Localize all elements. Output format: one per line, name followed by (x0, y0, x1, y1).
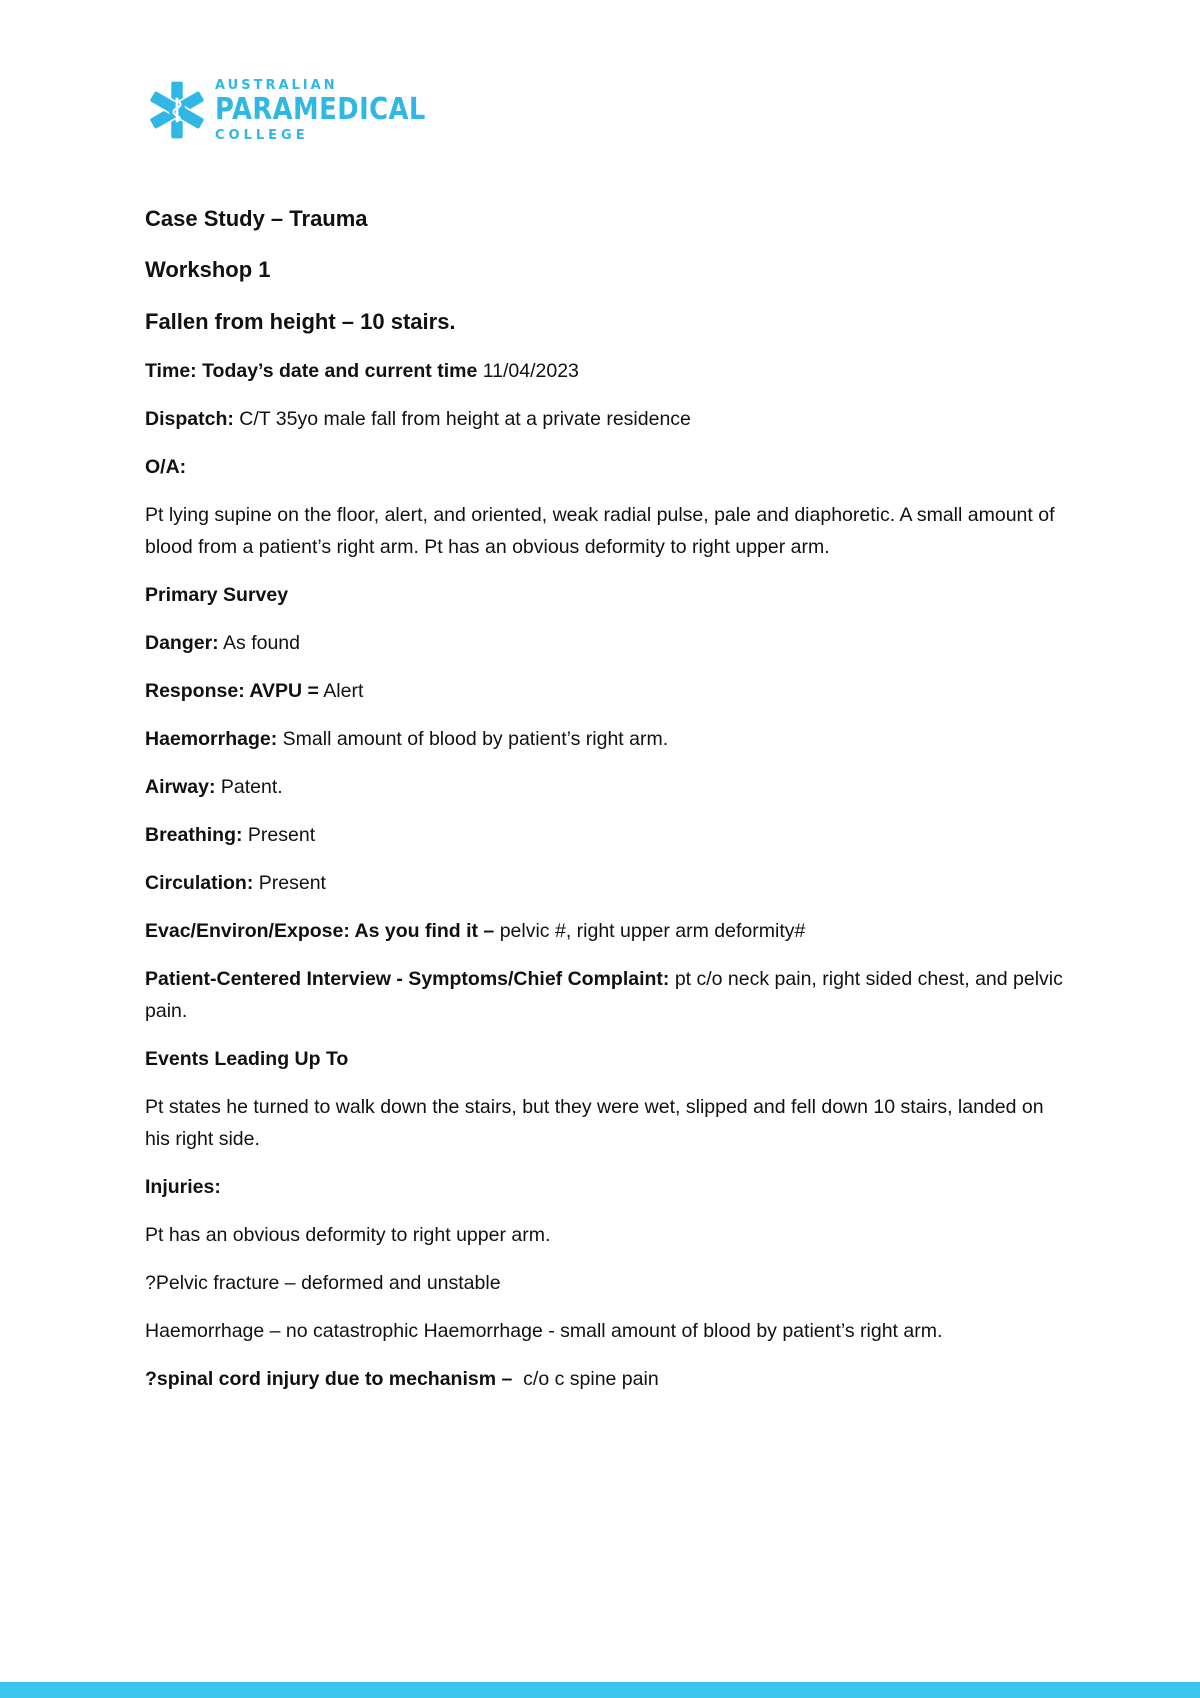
oa-text: Pt lying supine on the floor, alert, and oriented, weak radial pulse, pale and diaphoretic. A small amount of blood from a patient’s right arm. Pt has an obvious deformity to right upper arm. (145, 504, 1055, 559)
circulation-value: Present (253, 872, 326, 895)
circulation-line (145, 867, 1070, 899)
danger-label: Danger: (145, 632, 219, 655)
evac-line (145, 915, 1070, 947)
events-label: Events Leading Up To (145, 1048, 349, 1071)
time-line (145, 355, 1070, 387)
interview-line (145, 963, 1070, 1027)
dispatch-value: C/T 35yo male fall from height at a private residence (233, 408, 691, 431)
evac-value: pelvic #, right upper arm deformity# (494, 920, 806, 943)
logo-text-top: AUSTRALIAN (215, 77, 338, 93)
logo-text-bottom: COLLEGE (215, 127, 309, 143)
time-label: Time: Today’s date and current time (145, 360, 478, 383)
response-line (145, 675, 1070, 707)
response-label: Response: AVPU = (145, 680, 319, 703)
injury-item-spinal (145, 1363, 1070, 1395)
logo-text-main: PARAMEDICAL (215, 91, 426, 127)
case-subtitle: Fallen from height – 10 stairs. (145, 308, 456, 334)
breathing-value: Present (242, 824, 316, 847)
spinal-label: ?spinal cord injury due to mechanism – (145, 1368, 513, 1391)
haemorrhage-label: Haemorrhage: (145, 728, 278, 751)
oa-label: O/A: (145, 456, 187, 479)
events-text: Pt states he turned to walk down the stairs, but they were wet, slipped and fell down 10 stairs, landed on his right side. (145, 1096, 1044, 1151)
spinal-value: c/o c spine pain (512, 1368, 659, 1391)
breathing-line (145, 819, 1070, 851)
response-value: Alert (318, 680, 364, 703)
haemorrhage-line (145, 723, 1070, 755)
dispatch-label: Dispatch: (145, 408, 234, 431)
document-body (145, 206, 1070, 1411)
time-value: 11/04/2023 (477, 360, 579, 383)
injuries-label: Injuries: (145, 1176, 221, 1199)
circulation-label: Circulation: (145, 872, 254, 895)
primary-survey-label: Primary Survey (145, 584, 289, 607)
workshop-title: Workshop 1 (145, 257, 271, 283)
interview-label: Patient-Centered Interview - Symptoms/Chief Complaint: (145, 968, 670, 991)
footer-bar (0, 1682, 1200, 1698)
airway-line (145, 771, 1070, 803)
interview-value: pt c/o neck pain, right sided chest, and pelvic pain. (145, 968, 1063, 1023)
injury-item: Pt has an obvious deformity to right upper arm. (145, 1224, 551, 1247)
star-of-life-icon (145, 76, 209, 144)
oa-heading (145, 451, 1070, 483)
injury-item: ?Pelvic fracture – deformed and unstable (145, 1272, 501, 1295)
danger-value: As found (218, 632, 301, 655)
primary-survey-heading (145, 579, 1070, 611)
injuries-heading (145, 1171, 1070, 1203)
airway-value: Patent. (215, 776, 283, 799)
evac-label: Evac/Environ/Expose: As you find it – (145, 920, 495, 943)
document-title: Case Study – Trauma (145, 206, 368, 231)
injury-item: Haemorrhage – no catastrophic Haemorrhage - small amount of blood by patient’s right arm. (145, 1320, 943, 1343)
dispatch-line (145, 403, 1070, 435)
events-heading (145, 1043, 1070, 1075)
college-logo (145, 76, 460, 144)
airway-label: Airway: (145, 776, 216, 799)
haemorrhage-value: Small amount of blood by patient’s right arm. (277, 728, 669, 751)
breathing-label: Breathing: (145, 824, 243, 847)
danger-line (145, 627, 1070, 659)
